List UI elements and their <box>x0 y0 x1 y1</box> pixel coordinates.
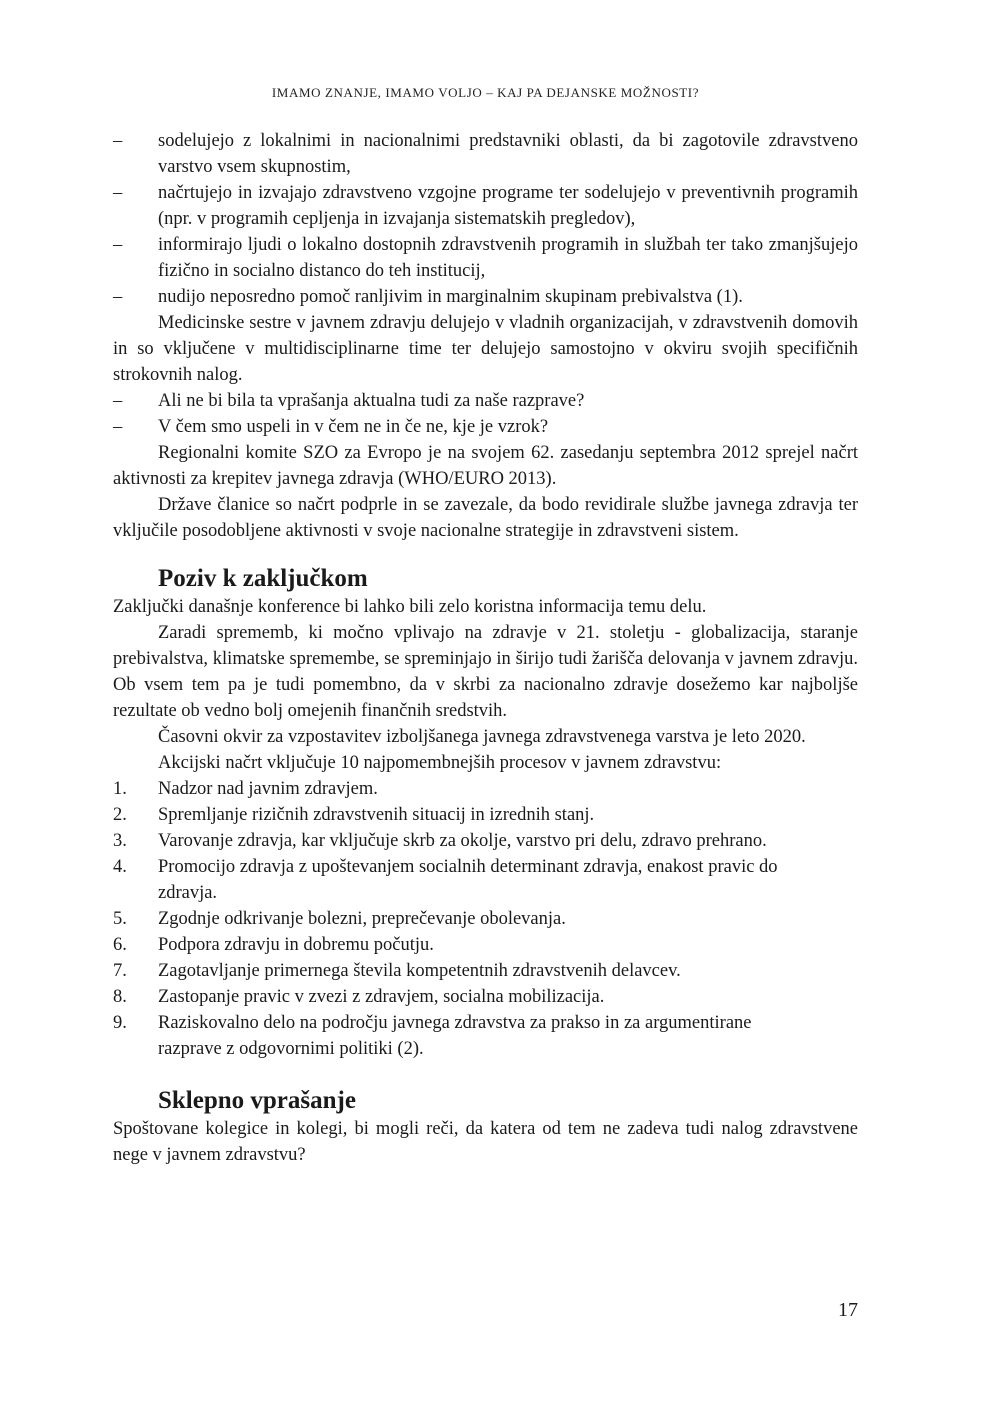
page-number: 17 <box>838 1299 858 1321</box>
list-item <box>113 906 858 932</box>
list-number: 5. <box>113 909 127 929</box>
list-item <box>113 828 858 854</box>
list-item-text: Zagotavljanje primernega števila kompetentnih zdravstvenih delavcev. <box>158 961 681 981</box>
list-item <box>113 932 858 958</box>
list-item-text: V čem smo uspeli in v čem ne in če ne, kje je vzrok? <box>158 417 549 437</box>
list-number: 6. <box>113 935 127 955</box>
page-body <box>113 128 858 1168</box>
list-item-text: Raziskovalno delo na področju javnega zdravstva za prakso in za argumentirane razprave z odgovornimi politiki (2). <box>158 1013 752 1059</box>
list-item <box>113 802 858 828</box>
numbered-list <box>113 776 858 1062</box>
list-item <box>113 284 858 310</box>
list-item-text: Promocijo zdravja z upoštevanjem socialnih determinant zdravja, enakost pravic do zdravja. <box>158 857 778 903</box>
list-item <box>113 854 858 906</box>
list-item-text: Podpora zdravju in dobremu počutju. <box>158 935 434 955</box>
paragraph: Zaradi sprememb, ki močno vplivajo na zdravje v 21. stoletju - globalizacija, staranje prebivalstva, klimatske spremembe, se spreminjajo in širijo tudi žarišča delovanja v javnem zdravju. Ob vsem tem pa je tudi pomembno, da v skrbi za nacionalno zdravje dosežemo kar najboljše rezultate ob vedno bolj omejenih finančnih sredstvih. <box>113 623 858 721</box>
list-item <box>113 1010 858 1062</box>
paragraph: Časovni okvir za vzpostavitev izboljšanega javnega zdravstvenega varstva je leto 2020. <box>158 727 806 747</box>
list-number: 3. <box>113 831 127 851</box>
list-item <box>113 180 858 232</box>
list-item-text: informirajo ljudi o lokalno dostopnih zdravstvenih programih in službah ter tako zmanjšujejo fizično in socialno distanco do teh institucij, <box>158 235 858 281</box>
dash-marker: – <box>113 131 123 151</box>
paragraph: Spoštovane kolegice in kolegi, bi mogli reči, da katera od tem ne zadeva tudi nalog zdravstvene nege v javnem zdravstvu? <box>113 1119 858 1165</box>
list-item-text: nudijo neposredno pomoč ranljivim in marginalnim skupinam prebivalstva (1). <box>158 287 743 307</box>
bullet-list <box>113 128 858 310</box>
list-item-text: Nadzor nad javnim zdravjem. <box>158 779 378 799</box>
list-number: 2. <box>113 805 127 825</box>
list-number: 4. <box>113 857 127 877</box>
dash-marker: – <box>113 183 123 203</box>
question-list <box>113 388 858 440</box>
list-item-text: Varovanje zdravja, kar vključuje skrb za okolje, varstvo pri delu, zdravo prehrano. <box>158 831 767 851</box>
paragraph: Zaključki današnje konference bi lahko bili zelo koristna informacija temu delu. <box>113 597 707 617</box>
list-item <box>113 958 858 984</box>
document-page <box>113 0 858 1418</box>
section-heading: Sklepno vprašanje <box>158 1087 356 1114</box>
list-item <box>113 414 858 440</box>
paragraph: Akcijski načrt vključuje 10 najpomembnejših procesov v javnem zdravstvu: <box>158 753 722 773</box>
paragraph: Regionalni komite SZO za Evropo je na svojem 62. zasedanju septembra 2012 sprejel načrt aktivnosti za krepitev javnega zdravja (WHO/EURO 2013). <box>113 443 858 489</box>
dash-marker: – <box>113 235 123 255</box>
list-number: 9. <box>113 1013 127 1033</box>
dash-marker: – <box>113 287 123 307</box>
list-item-text: Zastopanje pravic v zvezi z zdravjem, socialna mobilizacija. <box>158 987 605 1007</box>
list-item-text: Zgodnje odkrivanje bolezni, preprečevanje obolevanja. <box>158 909 566 929</box>
list-item-text: Ali ne bi bila ta vprašanja aktualna tudi za naše razprave? <box>158 391 585 411</box>
paragraph: Medicinske sestre v javnem zdravju delujejo v vladnih organizacijah, v zdravstvenih domovih in so vključene v multidisciplinarne time ter delujejo samostojno v okviru svojih specifičnih strokovnih nalog. <box>113 313 858 385</box>
dash-marker: – <box>113 391 123 411</box>
list-item-text: sodelujejo z lokalnimi in nacionalnimi predstavniki oblasti, da bi zagotovile zdravstveno varstvo vsem skupnostim, <box>158 131 858 177</box>
section-heading: Poziv k zaključkom <box>158 565 368 592</box>
paragraph: Države članice so načrt podprle in se zavezale, da bodo revidirale službe javnega zdravja ter vključile posodobljene aktivnosti v svoje nacionalne strategije in zdravstveni sistem. <box>113 495 858 541</box>
list-item <box>113 776 858 802</box>
list-item <box>113 232 858 284</box>
dash-marker: – <box>113 417 123 437</box>
list-number: 8. <box>113 987 127 1007</box>
running-head: IMAMO ZNANJE, IMAMO VOLJO – KAJ PA DEJANSKE MOŽNOSTI? <box>271 85 700 100</box>
list-number: 7. <box>113 961 127 981</box>
list-item <box>113 388 858 414</box>
list-item-text: Spremljanje rizičnih zdravstvenih situacij in izrednih stanj. <box>158 805 595 825</box>
list-item <box>113 984 858 1010</box>
list-number: 1. <box>113 779 127 799</box>
list-item <box>113 128 858 180</box>
list-item-text: načrtujejo in izvajajo zdravstveno vzgojne programe ter sodelujejo v preventivnih programih (npr. v programih cepljenja in izvajanja sistematskih pregledov), <box>158 183 858 229</box>
